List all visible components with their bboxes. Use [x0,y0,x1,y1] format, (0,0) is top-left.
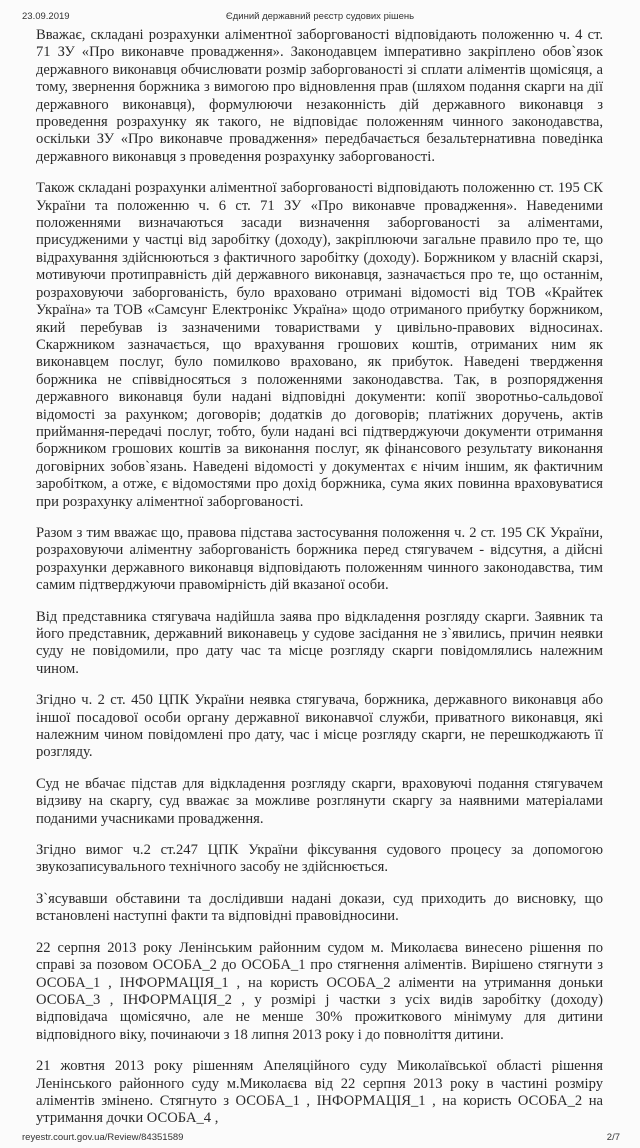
paragraph-october-2013-appeal: 21 жовтня 2013 року рішенням Апеляційного суду Миколаївської області рішення Ленінського районного суду м.Миколаєва від 22 серпня 2013 року в частині розміру аліментів змінено. Стягнуто з ОСОБА_1 , ІНФОРМАЦІЯ_1 , на користь ОСОБА_2 на утримання дочки ОСОБА_4 , [36,1058,603,1127]
page-header [0,0,640,25]
paragraph-court-decision-to-proceed: Суд не вбачає підстав для відкладення розгляду скарги, враховуючі подання стягувачем відзиву на скаргу, суд вважає за можливе розглянути скаргу за наявними матеріалами поданими учасниками провадження. [36,775,603,827]
paragraph-postponement-request: Від представника стягувача надійшла заява про відкладення розгляду скарги. Заявник та його представник, державний виконавець у судове засідання не з`явились, причин неявки суду не повідомили, про дату час та місце розгляду скарги повідомлялись належним чином. [36,608,603,677]
page-footer [0,1132,640,1148]
paragraph-article-450: Згідно ч. 2 ст. 450 ЦПК України неявка стягувача, боржника, державного виконавця або іншої посадової особи органу державної виконавчої служби, приватного виконавця, які належним чином повідомлені про дату, час і місце розгляду скарги, не перешкоджають її розгляду. [36,692,603,761]
paragraph-recording: Згідно вимог ч.2 ст.247 ЦПК України фіксування судового процесу за допомогою звукозаписувального технічного засобу не здійснюється. [36,842,603,876]
registry-title: Єдиний державний реєстр судових рішень [225,11,415,22]
source-url: reyestr.court.gov.ua/Review/84351589 [22,1131,184,1143]
paragraph-legal-basis: Разом з тим вважає що, правова підстава застосування положення ч. 2 ст. 195 СК України, розраховуючи аліментну заборгованість боржника перед стягувачем - відсутня, а дійсні розрахунки державного виконавця відповідають положенням чинного законодавства, тим самим підтверджуючи правомірність дій вказаної особи. [36,524,603,594]
paragraph-august-2013-ruling: 22 серпня 2013 року Ленінським районним судом м. Миколаєва винесено рішення по справі за позовом ОСОБА_2 до ОСОБА_1 про стягнення аліментів. Вирішено стягнути з ОСОБА_1 , ІНФОРМАЦІЯ_1 , на користь ОСОБА_2 аліменти на утримання доньки ОСОБА_3 , ІНФОРМАЦІЯ_2 , у розмірі j частки з усіх видів заробітку (доходу) відповідача щомісячно, але не менше 30% прожиткового мінімуму для дитини відповідного віку, починаючи з 18 липня 2013 року і до повноліття дитини. [36,939,603,1043]
paragraph-calculation-compliance: Вважає, складані розрахунки аліментної заборгованості відповідають положенню ч. 4 ст. 71 ЗУ «Про виконавче провадження». Законодавцем імперативно закріплено обов`язок державного виконавця обчислювати розмір заборгованості зі сплати аліментів щомісяця, а тому, звернення боржника з вимогою про відновлення прав (шляхом подання скарги на дії державного виконавця), формулюючи незаконність дій державного виконавця з проведення розрахунку як такого, не відповідає положенням чинного законодавства, оскільки ЗУ «Про виконавче провадження» передбачається безальтернативна поведінка державного виконавця з проведення розрахунку заборгованості. [36,27,603,165]
paragraph-findings-intro: З`ясувавши обставини та дослідивши надані докази, суд приходить до висновку, що встановлені наступні факти та відповідні правовідносини. [36,890,603,925]
paragraph-article-195: Також складані розрахунки аліментної заборгованості відповідають положенню ст. 195 СК України та положенню ч. 6 ст. 71 ЗУ «Про виконавче провадження». Наведеними положеннями визначаються засади визначення заборгованості за аліментами, присудженими у частці від заробітку (доходу), закріплюючи загальне правило про те, що відрахування здійснюються з фактичного заробітку (доходу). Боржником у власній скарзі, мотивуючи протиправність дій державного виконавця, зазначається про те, що останнім, розраховуючи заборгованість, було враховано отримані відомості від ТОВ «Крайтек Україна» та ТОВ «Самсунг Електронікс Україна» щодо отриманого прибутку боржником, який перебував із зазначеними товариствами у цивільно-правових відносинах. Скаржником зазначається, що врахування грошових коштів, отриманих ним як виконавцем послуг, було помилково враховано, як прибуток. Наведені твердження боржника не співвідносяться з положеннями законодавства. Так, в розпорядження державного виконавця були надані відповідні документи: копії зворотньо-сальдової відомості за рахунком; договорів; додатків до договорів; платіжних доручень, актів приймання-передачі послуг, тобто, були надані всі підтверджуючи документи отримання боржником грошових коштів за виконання послуг, як фінансового результату виконання договірних зобов`язань. Наведені відомості у документах є нічим іншим, як фактичним заробітком, а отже, є відомостями про дохід боржника, сума яких повинна враховуватися при розрахунку аліментної заборгованості. [36,180,603,510]
page-number: 2/7 [606,1131,620,1143]
document-body [36,27,603,1128]
print-date: 23.09.2019 [22,11,70,22]
